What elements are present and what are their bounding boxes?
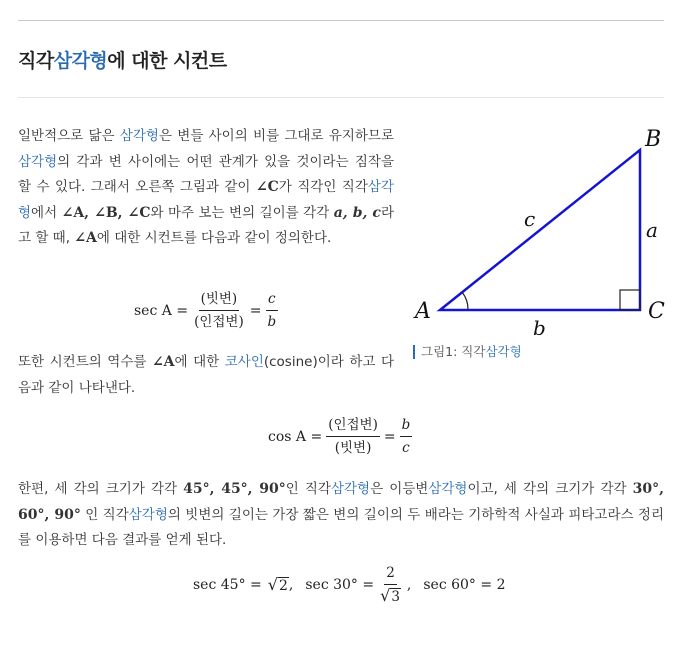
math-angle-a: ∠A: [74, 230, 97, 246]
right-triangle-figure: [405, 120, 675, 335]
math-angles-45: 45°, 45°, 90°: [183, 481, 286, 497]
math-angle-c: ∠C: [255, 179, 279, 195]
link-triangle[interactable]: 삼각형: [18, 179, 394, 221]
equation-secant: sec A = $\frac{\text{(빗변)}}{\text{(인접변)}}$ = $\frac{c}{b}$: [134, 291, 277, 330]
link-triangle[interactable]: 삼각형: [428, 481, 468, 497]
fraction-words: $\frac{\text{(인접변)}}{\text{(빗변)}}$: [328, 417, 378, 456]
fraction-two-over-root-three: 2 √ 3: [380, 565, 400, 605]
vertex-label-b: B: [645, 127, 662, 152]
link-triangle[interactable]: 삼각형: [119, 128, 159, 144]
fraction-letters: $\frac{c}{b}$: [267, 291, 277, 330]
link-triangle[interactable]: 삼각형: [18, 153, 58, 170]
heading-divider: [18, 97, 664, 98]
vertex-label-a: A: [415, 299, 431, 324]
equation-special-values: sec 45° = √ 2 , sec 30° = 2 √ 3 , sec 60° = 2: [193, 565, 506, 605]
math-angles: ∠A, ∠B, ∠C: [61, 204, 151, 221]
side-label-a: a: [646, 218, 658, 242]
vertex-label-c: C: [648, 299, 665, 324]
math-angle-a: ∠A: [151, 354, 175, 370]
caption-link-triangle[interactable]: 삼각형: [485, 344, 522, 359]
top-divider: [18, 20, 664, 21]
paragraph-cosine: 또한 시컨트의 역수를 ∠A에 대한 코사인(cosine)이라 하고 다음과 같이 나타낸다.: [18, 354, 394, 396]
side-label-c: c: [524, 207, 536, 231]
sqrt-three: √ 3: [380, 586, 400, 605]
sqrt-two: √ 2: [267, 575, 288, 594]
fraction-words: $\frac{\text{(빗변)}}{\text{(인접변)}}$: [194, 291, 244, 330]
link-triangle[interactable]: 삼각형: [128, 506, 168, 523]
fraction-letters: $\frac{b}{c}$: [401, 417, 411, 456]
side-label-b: b: [533, 316, 546, 335]
paragraph-definition: 일반적으로 닮은 삼각형은 변들 사이의 비를 그대로 유지하므로 삼각형의 각과 변 사이에는 어떤 관계가 있을 것이라는 짐작을 할 수 있다. 그래서 오른쪽 그림과 같이 ∠C가 직각인 직각삼각형에서 ∠A, ∠B, ∠C와 마주 보는 변의 길이를 각각 a, b, c라고 할 때, ∠A에 대한 시컨트를 다음과 같이 정의한다.: [18, 128, 395, 246]
equation-cosine: cos A = $\frac{\text{(인접변)}}{\text{(빗변)}}$ = $\frac{b}{c}$: [268, 417, 411, 456]
angle-a-arc: [462, 292, 468, 310]
figure-caption: 그림1: 직각삼각형: [413, 345, 522, 359]
math-angles-30: 30°, 60°, 90°: [18, 481, 664, 523]
math-sides: a, b, c: [333, 204, 381, 221]
section-heading: 직각삼각형에 대한 시컨트: [18, 50, 227, 72]
link-cosine[interactable]: 코사인: [224, 354, 264, 370]
link-triangle[interactable]: 삼각형: [330, 481, 371, 497]
paragraph-special-angles: 한편, 세 각의 크기가 각각 45°, 45°, 90°인 직각삼각형은 이등변삼각형이고, 세 각의 크기가 각각 30°, 60°, 90° 인 직각삼각형의 빗변의 길이는 가장 짧은 변의 길이의 두 배라는 기하학적 사실과 피타고라스 정리를 이용하면 다음 결과를 얻게 된다.: [18, 481, 665, 548]
heading-link-triangle[interactable]: 삼각형: [53, 50, 108, 72]
right-angle-mark: [620, 290, 640, 310]
triangle-shape: [440, 150, 640, 310]
